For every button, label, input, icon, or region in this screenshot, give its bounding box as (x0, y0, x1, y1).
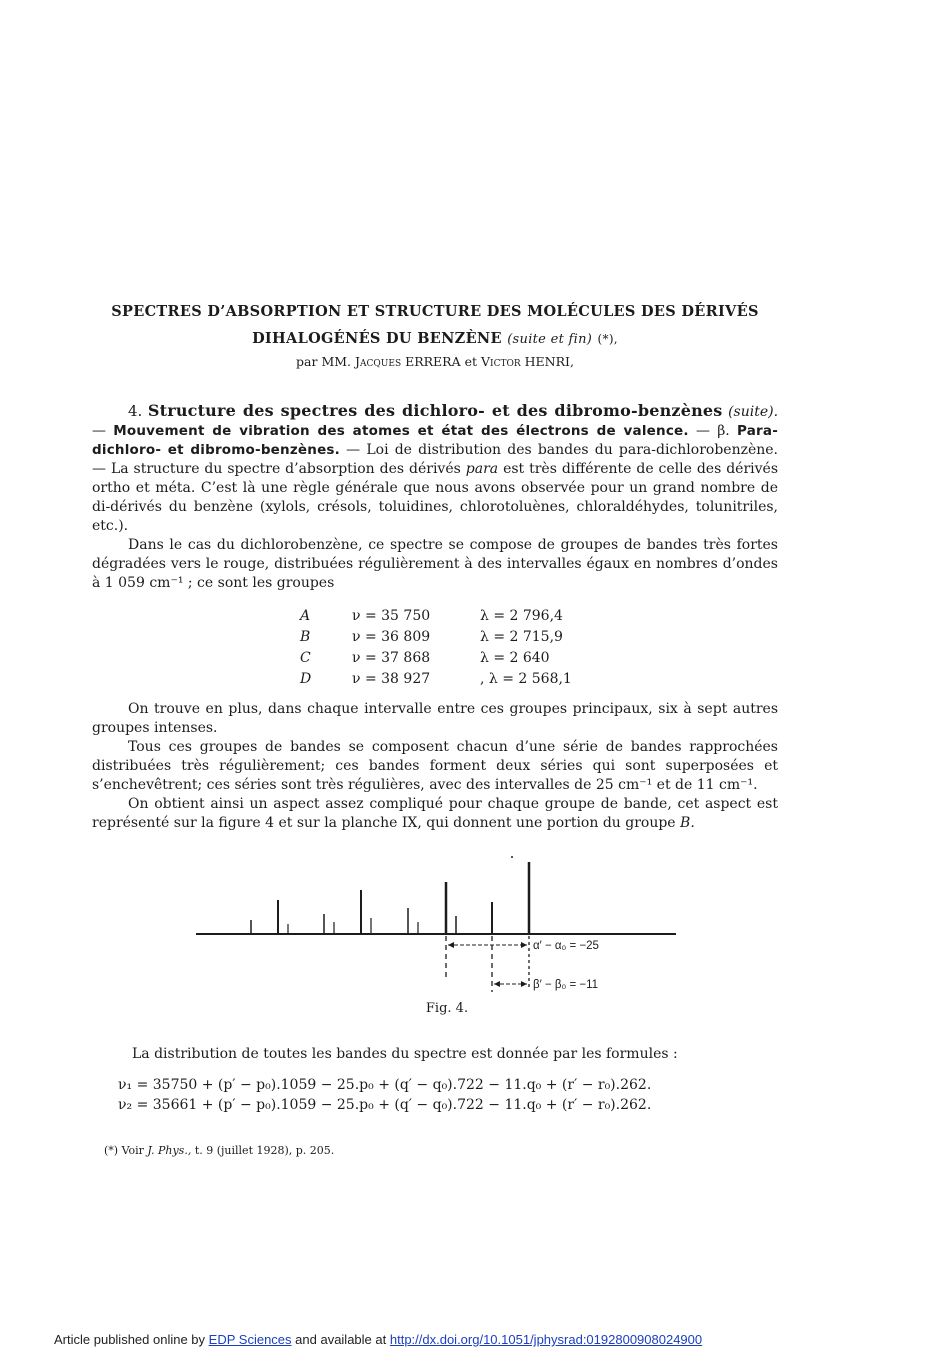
paragraph-1-text-a: — Loi de distribution des bandes du para-dichlorobenzène. — La structure du spectre d’absorption des dérivés (92, 442, 778, 477)
group-label: C (300, 649, 311, 666)
paragraph-6: La distribution de toutes les bandes du spectre est donnée par les formules : (132, 1046, 678, 1062)
group-row (286, 606, 600, 627)
group-wavenumber: ν = 35 750 (352, 607, 431, 624)
paragraph-1-text-b: est très différente de celle des dérivés ortho et méta. C’est là une règle générale que nous avons observée pour un grand nombre de di-dérivés du benzène (xylols, crésols, toluidines, chlorotoluènes, chloraldéhydes, tolunitriles, etc.). (92, 461, 779, 534)
group-wavelength: λ = 2 715,9 (480, 628, 563, 645)
footnote-rest: t. 9 (juillet 1928), p. 205. (194, 1144, 335, 1157)
group-row (286, 669, 600, 690)
author2-last: HENRI, (524, 354, 574, 369)
publisher-prefix: Article published online by (54, 1332, 206, 1347)
groups-table (286, 606, 600, 690)
publisher-middle: and available at (295, 1332, 387, 1347)
section-4-paragraph (92, 401, 778, 536)
title-main: DIHALOGÉNÉS DU BENZÈNE (252, 330, 502, 347)
figure-caption: Fig. 4. (425, 1001, 469, 1016)
doi-link[interactable]: http://dx.doi.org/10.1051/jphysrad:0192800908024900 (389, 1332, 703, 1347)
group-label: D (300, 670, 312, 687)
group-wavenumber: ν = 37 868 (352, 649, 431, 666)
article-title-line2 (0, 330, 870, 347)
paragraph-4: Tous ces groupes de bandes se composent chacun d’une série de bandes rapprochées distribuées très régulièrement; ces bandes forment deux séries qui sont superposées et s’enchevêtrent; ces séries sont très régulières, avec des intervalles de 25 cm⁻¹ et de 11 cm⁻¹. (92, 739, 778, 793)
publisher-link[interactable]: EDP Sciences (208, 1332, 292, 1347)
paragraph-5 (92, 795, 778, 833)
authors-prefix: par MM. (296, 354, 352, 369)
section-heading: Structure des spectres des dichloro- et des dibromo-benzènes (147, 401, 723, 420)
author2-first: Victor (481, 354, 521, 369)
paragraph-5-text: On obtient ainsi un aspect assez compliqué pour chaque groupe de bande, cet aspect est représenté sur la figure 4 et sur la planche IX, qui donnent une portion du groupe (92, 796, 778, 831)
authors-line (0, 354, 870, 369)
paragraph-3: On trouve en plus, dans chaque intervalle entre ces groupes principaux, six à sept autres groupes intenses. (92, 701, 778, 736)
footnote-journal: J. Phys., (147, 1144, 192, 1157)
title-suite: (suite et fin) (507, 332, 593, 347)
authors-conj: et (464, 354, 478, 369)
section-heading-suite: (suite). (728, 404, 779, 420)
dash-1: — (92, 423, 106, 439)
formula-1: ν₁ = 35750 + (p′ − p₀).1059 − 25.p₀ + (q′ − q₀).722 − 11.q₀ + (r′ − r₀).262. (118, 1077, 652, 1093)
section-number: 4. (128, 402, 143, 420)
group-wavelength: , λ = 2 568,1 (480, 670, 572, 687)
group-label: A (300, 607, 311, 624)
group-label: B (300, 628, 311, 645)
formula-2: ν₂ = 35661 + (p′ − p₀).1059 − 25.p₀ + (q′ − q₀).722 − 11.q₀ + (r′ − r₀).262. (118, 1097, 652, 1113)
title-note: (*), (597, 332, 618, 346)
section-subtitle: Mouvement de vibration des atomes et état des électrons de valence. (113, 423, 689, 439)
group-wavenumber: ν = 36 809 (352, 628, 431, 645)
footnote (104, 1144, 334, 1157)
group-wavenumber: ν = 38 927 (352, 670, 431, 687)
footnote-mark: (*) Voir (104, 1144, 144, 1157)
beta-label: β′ − β₀ = −11 (533, 979, 599, 991)
author1-first: Jacques (355, 354, 402, 369)
group-wavelength: λ = 2 640 (480, 649, 550, 666)
article-title-line1: SPECTRES D’ABSORPTION ET STRUCTURE DES MOLÉCULES DES DÉRIVÉS (111, 303, 759, 320)
dash-2: — β. (695, 423, 730, 439)
group-row (286, 648, 600, 669)
paragraph-2: Dans le cas du dichlorobenzène, ce spectre se compose de groupes de bandes très fortes dégradées vers le rouge, distribuées régulièrement à des intervalles égaux en nombres d’ondes à 1 059 cm⁻¹ ; ce sont les groupes (92, 537, 778, 591)
publisher-line (54, 1332, 702, 1347)
author1-last: ERRERA (405, 354, 461, 369)
group-wavelength: λ = 2 796,4 (480, 607, 563, 624)
paragraph-1-italic: para (465, 461, 499, 477)
figure-4-diagram (196, 852, 686, 997)
alpha-label: α′ − α₀ = −25 (533, 940, 599, 952)
paragraph-5-group-label: B. (680, 815, 695, 831)
group-row (286, 627, 600, 648)
subsection-title: Para-dichloro- et dibromo-benzènes. (92, 423, 779, 458)
